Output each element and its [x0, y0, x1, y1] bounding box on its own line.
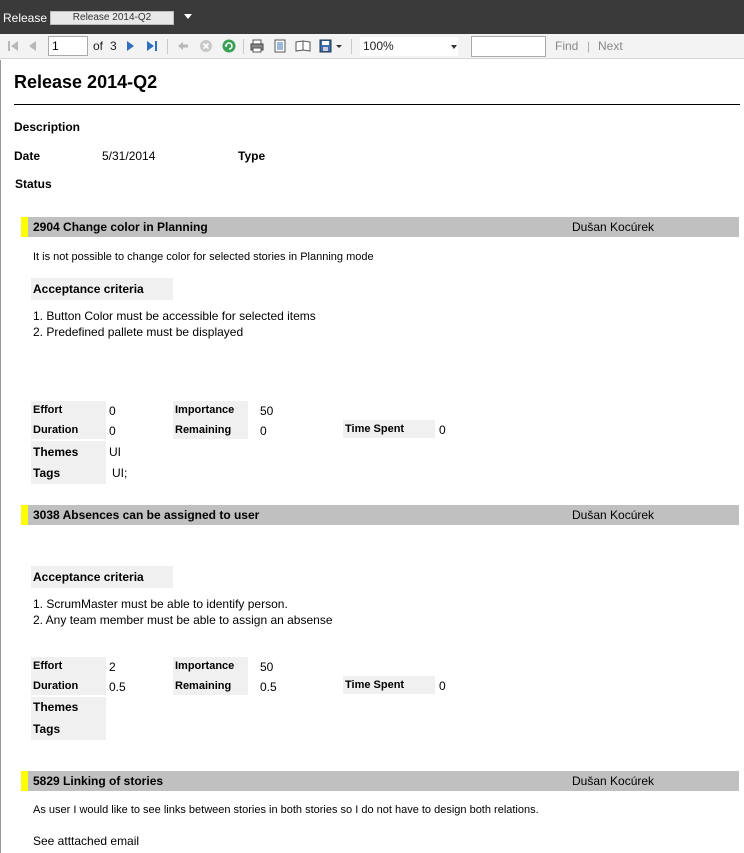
- remaining-label: Remaining: [175, 424, 232, 436]
- acceptance-criterion: 2. Predefined pallete must be displayed: [33, 325, 244, 339]
- report-toolbar: [0, 34, 744, 59]
- themes-label: Themes: [33, 700, 79, 714]
- time-spent-label: Time Spent: [345, 423, 405, 435]
- effort-value: 0: [109, 404, 116, 418]
- type-label: Type: [238, 149, 266, 163]
- remaining-value: 0: [260, 424, 267, 438]
- story-marker: [21, 217, 28, 237]
- acceptance-criterion: 2. Any team member must be able to assign an absense: [33, 613, 333, 627]
- stop-icon[interactable]: [198, 38, 214, 54]
- tags-label: Tags: [33, 722, 61, 736]
- chevron-down-icon[interactable]: [184, 14, 192, 19]
- page-number-input[interactable]: [48, 36, 88, 56]
- print-layout-icon[interactable]: [272, 38, 288, 54]
- time-spent-label: Time Spent: [345, 679, 405, 691]
- importance-label: Importance: [175, 660, 235, 672]
- acceptance-criteria-label: Acceptance criteria: [33, 282, 144, 296]
- first-page-icon[interactable]: [5, 38, 21, 54]
- acceptance-criterion: 1. Button Color must be accessible for selected items: [33, 309, 316, 323]
- print-icon[interactable]: [249, 38, 265, 54]
- back-icon[interactable]: [175, 38, 191, 54]
- duration-label: Duration: [33, 424, 79, 436]
- previous-page-icon[interactable]: [25, 38, 41, 54]
- last-page-icon[interactable]: [144, 38, 160, 54]
- chevron-down-icon[interactable]: [451, 45, 457, 49]
- story-header: [21, 505, 739, 525]
- duration-value: 0.5: [109, 680, 126, 694]
- acceptance-criteria-header: [31, 278, 173, 300]
- duration-label: Duration: [33, 680, 79, 692]
- time-spent-value: 0: [439, 423, 446, 437]
- acceptance-criteria-header: [31, 566, 173, 588]
- page-count: 3: [110, 39, 117, 53]
- story-description: As user I would like to see links between stories in both stories so I do not have to design both relations.: [33, 804, 539, 816]
- story-marker: [21, 505, 28, 525]
- remaining-value: 0.5: [260, 680, 277, 694]
- next-page-icon[interactable]: [122, 38, 138, 54]
- title-divider: [14, 104, 740, 105]
- toolbar-separator: [167, 39, 168, 54]
- story-owner: Dušan Kocúrek: [572, 220, 655, 234]
- status-label: Status: [15, 177, 52, 191]
- story-title: 2904 Change color in Planning: [33, 220, 208, 234]
- find-next-link[interactable]: Next: [598, 39, 623, 53]
- release-parameter-label: Release: [3, 11, 48, 25]
- effort-label: Effort: [33, 404, 63, 416]
- acceptance-criterion: 1. ScrumMaster must be able to identify person.: [33, 597, 288, 611]
- description-label: Description: [14, 120, 81, 134]
- date-label: Date: [14, 149, 41, 163]
- tags-label: Tags: [33, 466, 61, 480]
- toolbar-separator: [351, 39, 352, 54]
- parameter-bar: [0, 0, 744, 34]
- story-owner: Dušan Kocúrek: [572, 508, 655, 522]
- remaining-label: Remaining: [175, 680, 232, 692]
- story-header: [21, 217, 739, 237]
- story-description: It is not possible to change color for selected stories in Planning mode: [33, 251, 374, 263]
- effort-label: Effort: [33, 660, 63, 672]
- report-title: Release 2014-Q2: [14, 72, 158, 92]
- story-header: [21, 771, 739, 791]
- time-spent-value: 0: [439, 679, 446, 693]
- importance-value: 50: [260, 660, 274, 674]
- story-note: See atttached email: [33, 834, 140, 848]
- zoom-select[interactable]: 100%: [360, 37, 458, 56]
- effort-value: 2: [109, 660, 116, 674]
- page-of-label: of: [93, 39, 104, 53]
- page-setup-icon[interactable]: [295, 38, 311, 54]
- duration-value: 0: [109, 424, 116, 438]
- release-parameter-select[interactable]: Release 2014-Q2: [50, 11, 174, 25]
- importance-label: Importance: [175, 404, 235, 416]
- export-dropdown-icon[interactable]: [335, 38, 343, 54]
- importance-value: 50: [260, 404, 274, 418]
- find-link[interactable]: Find: [555, 39, 579, 53]
- report-page: [0, 60, 744, 853]
- story-owner: Dušan Kocúrek: [572, 774, 655, 788]
- themes-value: UI: [109, 445, 121, 459]
- story-title: 5829 Linking of stories: [33, 774, 164, 788]
- refresh-icon[interactable]: [221, 38, 237, 54]
- toolbar-separator: [243, 39, 244, 54]
- tags-value: UI;: [112, 466, 128, 480]
- date-value: 5/31/2014: [102, 149, 156, 163]
- story-marker: [21, 771, 28, 791]
- story-title: 3038 Absences can be assigned to user: [33, 508, 260, 522]
- find-separator: |: [587, 39, 591, 53]
- export-icon[interactable]: [318, 38, 334, 54]
- themes-label: Themes: [33, 445, 79, 459]
- acceptance-criteria-label: Acceptance criteria: [33, 570, 144, 584]
- find-input[interactable]: [471, 36, 546, 57]
